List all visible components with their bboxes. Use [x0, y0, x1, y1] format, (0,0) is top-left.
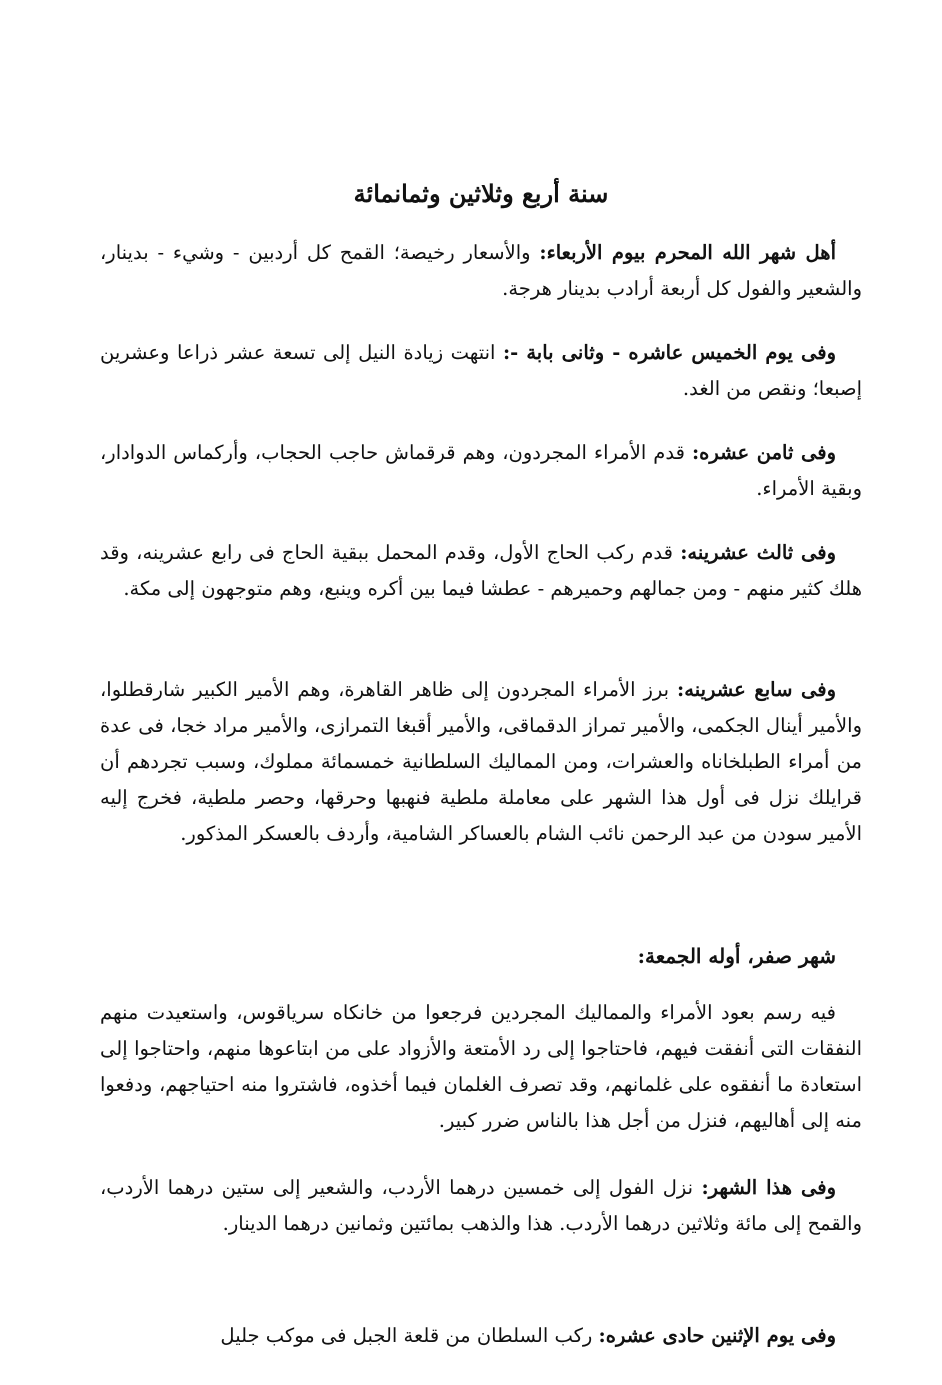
paragraph-muharram-start — [100, 235, 862, 307]
paragraph-lead: وفى هذا الشهر: — [701, 1176, 836, 1199]
paragraph-twenty-third — [100, 535, 862, 607]
paragraph-lead: وفى يوم الإثنين حادى عشره: — [598, 1324, 836, 1347]
paragraph-text: قدم ركب الحاج الأول، وقدم المحمل ببقية الحاج فى رابع عشرينه، وقد هلك كثير منهم - ومن جمالهم وحميرهم - عطشا فيما بين أكره وينبع، وهم متوجهون إلى مكة. — [100, 541, 862, 600]
paragraph-lead: وفى يوم الخميس عاشره - وثانى بابة -: — [502, 341, 836, 364]
paragraph-lead: وفى سابع عشرينه: — [677, 678, 836, 701]
paragraph-this-month-prices — [100, 1170, 862, 1242]
paragraph-text: نزل الفول إلى خمسين درهما الأردب، والشعير إلى ستين درهما الأردب، والقمح إلى مائة وثلاثين درهما الأردب. هذا والذهب بمائتين وثمانين درهما الدينار. — [100, 1176, 862, 1235]
paragraph-monday-eleventh — [100, 1318, 862, 1354]
section-heading-safar: شهر صفر، أوله الجمعة: — [637, 944, 836, 968]
paragraph-thursday-tenth — [100, 335, 862, 407]
paragraph-text: ركب السلطان من قلعة الجبل فى موكب جليل — [220, 1324, 599, 1347]
paragraph-eighteenth — [100, 435, 862, 507]
paragraph-lead: أهل شهر الله المحرم بيوم الأربعاء: — [539, 241, 836, 264]
page-title: سنة أربع وثلاثين وثمانمائة — [353, 179, 609, 208]
paragraph-lead: وفى ثامن عشره: — [691, 441, 836, 464]
paragraph-text: برز الأمراء المجردون إلى ظاهر القاهرة، وهم الأمير الكبير شارقطلوا، والأمير أينال الجكمى، والأمير تمراز الدقماقى، والأمير أقبغا التمرازى، والأمير مراد خجا، فى عدة من أمراء الطبلخاناه والعشرات، ومن المماليك السلطانية خمسمائة مملوك، وسبب تجردهم أن قرايلك نزل فى أول هذا الشهر على معاملة ملطية فنهبها وحرقها، وحصر ملطية، فخرج إليه الأمير سودن من عبد الرحمن نائب الشام بالعساكر الشامية، وأردف بالعسكر المذكور. — [100, 678, 862, 845]
paragraph-text: انتهت زيادة النيل إلى تسعة عشر ذراعا وعشرين إصبعا؛ ونقص من الغد. — [100, 341, 862, 400]
paragraph-twenty-seventh — [100, 672, 862, 852]
paragraph-text: قدم الأمراء المجردون، وهم قرقماش حاجب الحجاب، وأركماس الدوادار، وبقية الأمراء. — [100, 441, 862, 500]
paragraph-lead: وفى ثالث عشرينه: — [680, 541, 836, 564]
document-page — [100, 0, 862, 1385]
paragraph-safar-return: فيه رسم بعود الأمراء والمماليك المجردين فرجعوا من خانكاه سرياقوس، واستعيدت منهم النفقات التى أنفقت فيهم، فاحتاجوا إلى رد الأمتعة والأزواد على من ابتاعوها منهم، واحتاجوا إلى استعادة ما أنفقوه على غلمانهم، وقد تصرف الغلمان فيما أخذوه، فاشتروا منه احتياجهم، ودفعوا منه إلى أهاليهم، فنزل من أجل هذا بالناس ضرر كبير. — [100, 1001, 862, 1132]
paragraph-text: والأسعار رخيصة؛ القمح كل أردبين - وشيء - بدينار، والشعير والفول كل أربعة أرادب بدينار هرجة. — [100, 241, 862, 300]
